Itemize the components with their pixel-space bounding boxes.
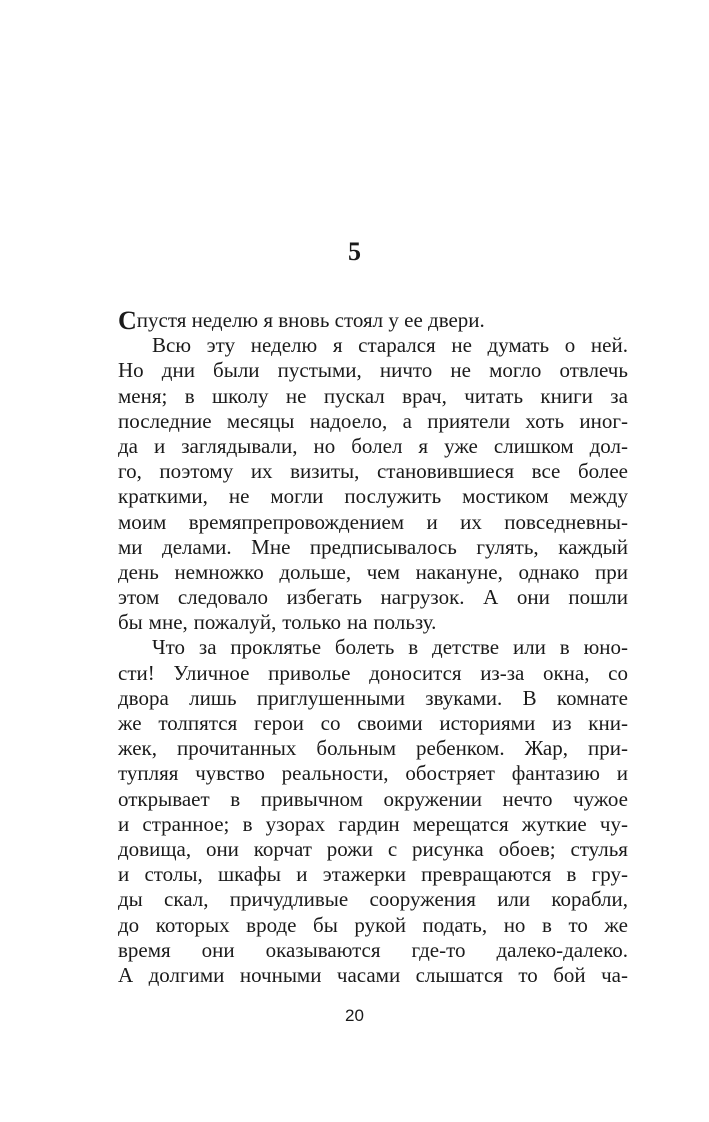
word: скал, [164, 887, 209, 912]
text-line-content [118, 787, 628, 812]
word: или [512, 635, 546, 660]
word: чу- [599, 811, 628, 836]
word: гардин [338, 811, 400, 836]
word: слишком [493, 433, 574, 458]
word: то [518, 962, 538, 987]
word: поэтому [159, 459, 234, 484]
word: Но [118, 358, 144, 383]
word: в [559, 635, 570, 660]
word: старался [358, 333, 436, 358]
text-line-content [118, 913, 628, 938]
word: приглушенными [256, 685, 405, 710]
word: болеть [334, 635, 395, 660]
text-line [118, 535, 628, 560]
word: комнате [556, 685, 628, 710]
word: детстве [432, 635, 500, 660]
word: думать [487, 333, 550, 358]
word: звуками. [425, 685, 503, 710]
word: этажерки [322, 862, 406, 887]
word: же [118, 711, 142, 735]
word: визиты, [290, 459, 360, 484]
word: более [577, 459, 628, 484]
word: рукой [354, 912, 406, 937]
word: дол- [589, 433, 628, 458]
word: чужое [573, 786, 628, 811]
word: рисунка [412, 836, 484, 861]
word: в [230, 786, 241, 811]
text-line [118, 862, 628, 887]
text-line-content [118, 484, 628, 509]
word: болел [351, 433, 403, 458]
text-line-content [118, 812, 628, 837]
word: они [205, 836, 239, 861]
word: иног- [579, 408, 628, 433]
text-line [118, 661, 628, 686]
word: А [483, 585, 499, 610]
text-line [118, 938, 628, 963]
text-line-content: пустя неделю я вновь стоял у ее двери. [136, 308, 485, 332]
word: довища, [118, 836, 192, 861]
text-line-content [118, 736, 628, 761]
word: дни [161, 358, 195, 383]
word: гулять, [476, 534, 539, 559]
word: оказываются [265, 937, 381, 962]
text-line-content [118, 384, 628, 409]
word: каждый [558, 534, 628, 559]
text-line [118, 358, 628, 383]
word: этом [118, 585, 160, 610]
word: же [604, 912, 628, 937]
word: чем [366, 559, 400, 584]
word: и [118, 811, 130, 836]
word: далеко-далеко. [496, 937, 628, 962]
word: в [541, 912, 552, 937]
word: да [118, 433, 139, 458]
word: не [285, 383, 307, 408]
word: врач, [402, 383, 447, 408]
word: между [569, 484, 628, 509]
word: проклятье [230, 635, 322, 660]
text-line-content [152, 333, 628, 358]
text-line [118, 812, 628, 837]
word: корабли, [551, 887, 628, 912]
text-line-content [118, 661, 628, 686]
word: историями [439, 711, 536, 735]
drop-cap: С [118, 306, 137, 335]
word: они [516, 585, 550, 610]
word: долгими [148, 962, 225, 987]
word: ча- [601, 962, 628, 987]
word: больным [316, 736, 396, 761]
word: обостряет [405, 761, 495, 786]
word: пустыми, [277, 358, 362, 383]
word: не [451, 333, 472, 358]
word: столы, [144, 862, 203, 887]
word: надоело, [309, 408, 388, 433]
text-line-content [118, 358, 628, 383]
text-line [118, 333, 628, 358]
word: Жар, [524, 736, 568, 761]
word: в [566, 862, 577, 887]
text-line [118, 510, 628, 535]
word: я [332, 333, 343, 358]
word: делами. [162, 534, 232, 559]
text-line-content [118, 837, 628, 862]
text-line-content [118, 459, 628, 484]
text-line-content [118, 535, 628, 560]
word: бой [553, 962, 586, 987]
word: мостиком [462, 484, 549, 509]
word: сооружения [369, 887, 476, 912]
text-line [118, 913, 628, 938]
word: прочитанных [177, 736, 297, 761]
word: предписывалось [309, 534, 457, 559]
word: за [198, 635, 217, 660]
word: немножко [174, 559, 264, 584]
word: Уличное [173, 660, 250, 685]
word: приятели [427, 408, 511, 433]
word: пользу. [373, 610, 437, 635]
text-line-content [118, 711, 628, 736]
text-line [118, 686, 628, 711]
word: ребенком. [416, 736, 505, 761]
word: пошли [568, 585, 628, 610]
word: при- [588, 736, 628, 761]
word: их [250, 459, 273, 484]
word: но [503, 912, 526, 937]
word: юно- [583, 635, 628, 660]
word: чувство [195, 761, 265, 786]
word: только [282, 610, 342, 635]
word: краткими, [118, 484, 208, 509]
text-line-content [118, 610, 628, 635]
word: накануне, [415, 559, 503, 584]
word: но [313, 433, 336, 458]
word: последние [118, 408, 212, 433]
word: со [608, 660, 628, 685]
word: ничто [379, 358, 433, 383]
word: ми [118, 534, 143, 559]
word: из [551, 711, 572, 735]
text-line [118, 459, 628, 484]
word: и [296, 862, 308, 887]
word: со [320, 711, 341, 735]
page-number: 20 [345, 1006, 364, 1025]
word: они [201, 937, 235, 962]
word: доносится [369, 660, 462, 685]
word: время [118, 937, 171, 962]
word: привычном [260, 786, 363, 811]
chapter-number: 5 [348, 237, 361, 266]
word: их [460, 509, 482, 534]
word: мерещатся [412, 811, 509, 836]
text-line [118, 963, 628, 988]
text-line-content [118, 938, 628, 963]
word: ды [118, 887, 143, 912]
word: однако [518, 559, 580, 584]
word: тупляя [118, 761, 179, 786]
word: при [594, 559, 628, 584]
word: в [242, 811, 253, 836]
word: жек, [118, 736, 158, 761]
text-line [118, 635, 628, 660]
word: до [118, 912, 140, 937]
word: реальности, [281, 761, 389, 786]
text-line-content [118, 862, 628, 887]
word: жуткие [521, 811, 587, 836]
word: и [426, 509, 438, 534]
word: могли [270, 484, 324, 509]
word: избегать [286, 585, 362, 610]
text-line-content [118, 409, 628, 434]
text-line-content [118, 963, 628, 988]
word: следовало [177, 585, 269, 610]
word: то [568, 912, 588, 937]
text-line-content [118, 510, 628, 535]
word: шкафы [217, 862, 282, 887]
word: книги [540, 383, 593, 408]
word: открывает [118, 786, 210, 811]
word: уже [444, 433, 478, 458]
word: толпятся [158, 711, 238, 735]
word: или [497, 887, 531, 912]
word: окна, [542, 660, 590, 685]
text-line [118, 384, 628, 409]
word: и [154, 433, 166, 458]
word: пускал [323, 383, 385, 408]
word: сти! [118, 660, 155, 685]
word: о [564, 333, 576, 358]
word: все [531, 459, 561, 484]
word: становившиеся [376, 459, 515, 484]
word: на [346, 610, 368, 635]
word: гру- [591, 862, 628, 887]
word: неделю [250, 333, 318, 358]
word: и [118, 862, 130, 887]
text-line [118, 761, 628, 786]
word: мне, [148, 610, 188, 635]
word: эту [206, 333, 236, 358]
word: времяпрепровождением [188, 509, 405, 534]
word: отвлечь [559, 358, 628, 383]
text-line [118, 736, 628, 761]
word: не [450, 358, 471, 383]
word: день [118, 559, 159, 584]
word: ночными [239, 962, 322, 987]
text-line [118, 887, 628, 912]
word: не [228, 484, 250, 509]
word: превращаются [421, 862, 552, 887]
word: рожи [326, 836, 373, 861]
word: Всю [152, 333, 192, 358]
word: приволье [268, 660, 351, 685]
word: своими [357, 711, 423, 735]
text-line-content [118, 585, 628, 610]
word: Что [152, 635, 186, 660]
word: нагрузок. [380, 585, 465, 610]
text-line [118, 560, 628, 585]
text-line-content [118, 761, 628, 786]
text-line [118, 484, 628, 509]
word: А [118, 962, 134, 987]
word: читать [464, 383, 524, 408]
word: герои [253, 711, 304, 735]
word: бы [313, 912, 338, 937]
word: могло [489, 358, 542, 383]
word: В [522, 685, 537, 710]
word: фантазию [511, 761, 600, 786]
text-line [118, 409, 628, 434]
text-line-content [118, 560, 628, 585]
word: вроде [246, 912, 297, 937]
word: дольше, [279, 559, 352, 584]
word: моим [118, 509, 167, 534]
word: Мне [251, 534, 291, 559]
word: с [387, 836, 398, 861]
text-line [118, 308, 628, 333]
word: я [418, 433, 429, 458]
text-line [118, 434, 628, 459]
word: школу [212, 383, 269, 408]
text-line-content [118, 686, 628, 711]
text-line-content [118, 887, 628, 912]
text-line-content [152, 635, 628, 660]
text-line [118, 837, 628, 862]
word: в [184, 383, 195, 408]
word: слышатся [415, 962, 503, 987]
word: где-то [411, 937, 466, 962]
word: которых [155, 912, 230, 937]
word: ней. [590, 333, 628, 358]
word: хоть [525, 408, 565, 433]
word: узорах [265, 811, 326, 836]
word: и [616, 761, 628, 786]
word: нечто [502, 786, 553, 811]
word: из-за [480, 660, 525, 685]
word: корчат [253, 836, 312, 861]
text-line [118, 787, 628, 812]
word: бы [118, 610, 143, 635]
word: пожалуй, [193, 610, 277, 635]
text-line [118, 610, 628, 635]
text-line [118, 711, 628, 736]
word: послужить [344, 484, 442, 509]
word: были [213, 358, 260, 383]
word: в [408, 635, 419, 660]
body-text [118, 308, 628, 988]
word: повседневны- [504, 509, 628, 534]
text-line [118, 585, 628, 610]
word: часами [336, 962, 401, 987]
word: месяцы [226, 408, 295, 433]
word: странное; [142, 811, 230, 836]
word: обоев; [498, 836, 556, 861]
word: го, [118, 459, 142, 484]
word: за [610, 383, 628, 408]
word: лишь [189, 685, 237, 710]
text-line-content [118, 434, 628, 459]
word: а [402, 408, 412, 433]
word: двора [118, 685, 169, 710]
word: стулья [570, 836, 628, 861]
word: меня; [118, 383, 168, 408]
word: заглядывали, [181, 433, 298, 458]
word: причудливые [229, 887, 349, 912]
word: окружении [383, 786, 482, 811]
word: кни- [588, 711, 628, 735]
word: подать, [422, 912, 488, 937]
